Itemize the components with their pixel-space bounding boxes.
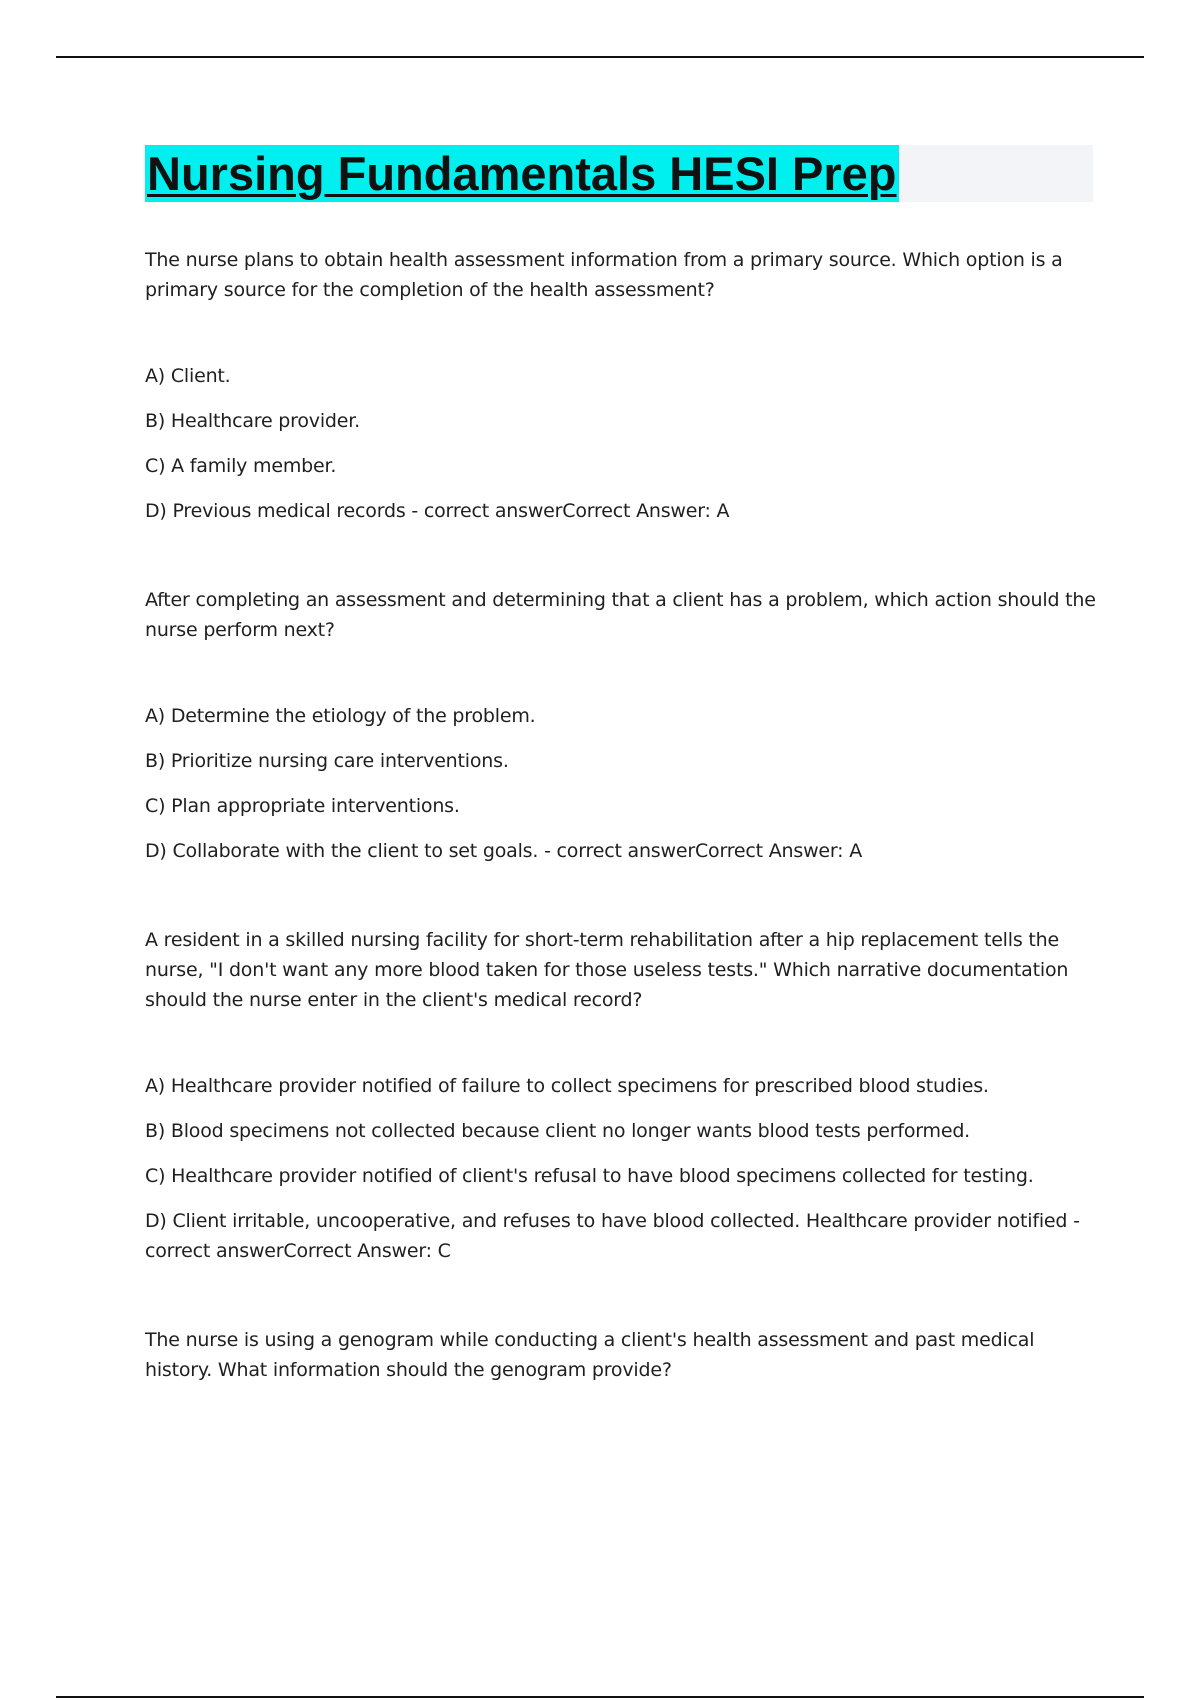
top-rule [56, 56, 1144, 58]
document-title: Nursing Fundamentals HESI Prep [147, 147, 897, 200]
answer-option: B) Healthcare provider. [145, 410, 360, 432]
answer-option: C) Plan appropriate interventions. [145, 795, 460, 817]
answer-option-with-correct-answer: D) Client irritable, uncooperative, and refuses to have blood collected. Healthcare provider notified - correct answerCorrect Answer: C [145, 1210, 1080, 1262]
question-text: The nurse plans to obtain health assessment information from a primary source. Which option is a primary source for the completion of the health assessment? [145, 249, 1063, 301]
answer-option: C) Healthcare provider notified of client's refusal to have blood specimens collected for testing. [145, 1165, 1034, 1187]
answer-option: C) A family member. [145, 455, 337, 477]
question-block [145, 245, 1100, 526]
document-body [145, 245, 1100, 1441]
answer-option: B) Prioritize nursing care interventions. [145, 750, 509, 772]
answer-option-with-correct-answer: D) Previous medical records - correct answerCorrect Answer: A [145, 500, 730, 522]
answer-option: B) Blood specimens not collected because client no longer wants blood tests performed. [145, 1120, 971, 1142]
question-block [145, 585, 1100, 866]
answer-option: A) Client. [145, 365, 231, 387]
bottom-rule [56, 1696, 1144, 1698]
answer-option: A) Determine the etiology of the problem. [145, 705, 536, 727]
question-text: The nurse is using a genogram while conducting a client's health assessment and past medical history. What information should the genogram provide? [145, 1329, 1035, 1381]
question-block [145, 1325, 1100, 1385]
answer-option: A) Healthcare provider notified of failure to collect specimens for prescribed blood studies. [145, 1075, 989, 1097]
answer-option-with-correct-answer: D) Collaborate with the client to set goals. - correct answerCorrect Answer: A [145, 840, 863, 862]
question-text: After completing an assessment and determining that a client has a problem, which action should the nurse perform next? [145, 589, 1096, 641]
question-block [145, 925, 1100, 1266]
question-text: A resident in a skilled nursing facility for short-term rehabilitation after a hip replacement tells the nurse, "I don't want any more blood taken for those useless tests." Which narrative documentation should the nurse enter in the client's medical record? [145, 929, 1069, 1011]
